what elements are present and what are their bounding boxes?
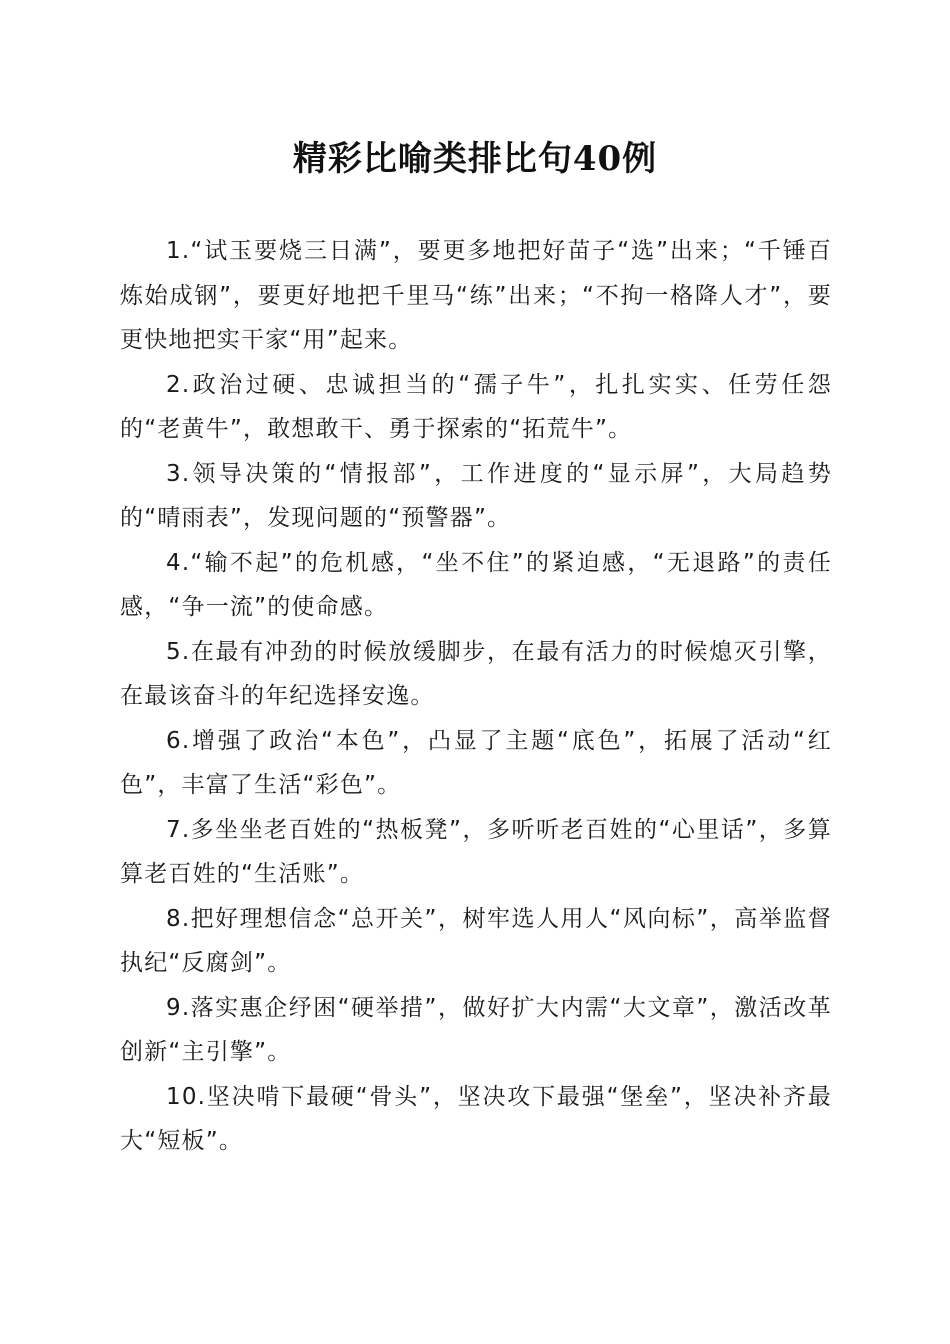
- paragraph-8: 8.把好理想信念“总开关”，树牢选人用人“风向标”，高举监督执纪“反腐剑”。: [120, 905, 832, 976]
- paragraph-10: 10.坚决啃下最硬“骨头”，坚决攻下最强“堡垒”，坚决补齐最大“短板”。: [120, 1083, 832, 1154]
- document-body: [120, 229, 832, 1164]
- paragraph-5: 5.在最有冲劲的时候放缓脚步，在最有活力的时候熄灭引擎，在最该奋斗的年纪选择安逸。: [120, 638, 832, 709]
- paragraph-3: 3.领导决策的“情报部”，工作进度的“显示屏”，大局趋势的“晴雨表”，发现问题的“预警器”。: [120, 460, 832, 531]
- paragraph-7: 7.多坐坐老百姓的“热板凳”，多听听老百姓的“心里话”，多算算老百姓的“生活账”。: [120, 816, 832, 887]
- paragraph-2: 2.政治过硬、忠诚担当的“孺子牛”，扎扎实实、任劳任怨的“老黄牛”，敢想敢干、勇于探索的“拓荒牛”。: [120, 371, 832, 442]
- paragraph-4: 4.“输不起”的危机感，“坐不住”的紧迫感，“无退路”的责任感，“争一流”的使命感。: [120, 549, 832, 620]
- paragraph-9: 9.落实惠企纾困“硬举措”，做好扩大内需“大文章”，激活改革创新“主引擎”。: [120, 994, 832, 1065]
- paragraph-6: 6.增强了政治“本色”，凸显了主题“底色”，拓展了活动“红色”，丰富了生活“彩色”。: [120, 727, 832, 798]
- paragraph-1: 1.“试玉要烧三日满”，要更多地把好苗子“选”出来；“千锤百炼始成钢”，要更好地把千里马“练”出来；“不拘一格降人才”，要更快地把实干家“用”起来。: [120, 238, 832, 353]
- document-title: 精彩比喻类排比句40例: [292, 139, 658, 179]
